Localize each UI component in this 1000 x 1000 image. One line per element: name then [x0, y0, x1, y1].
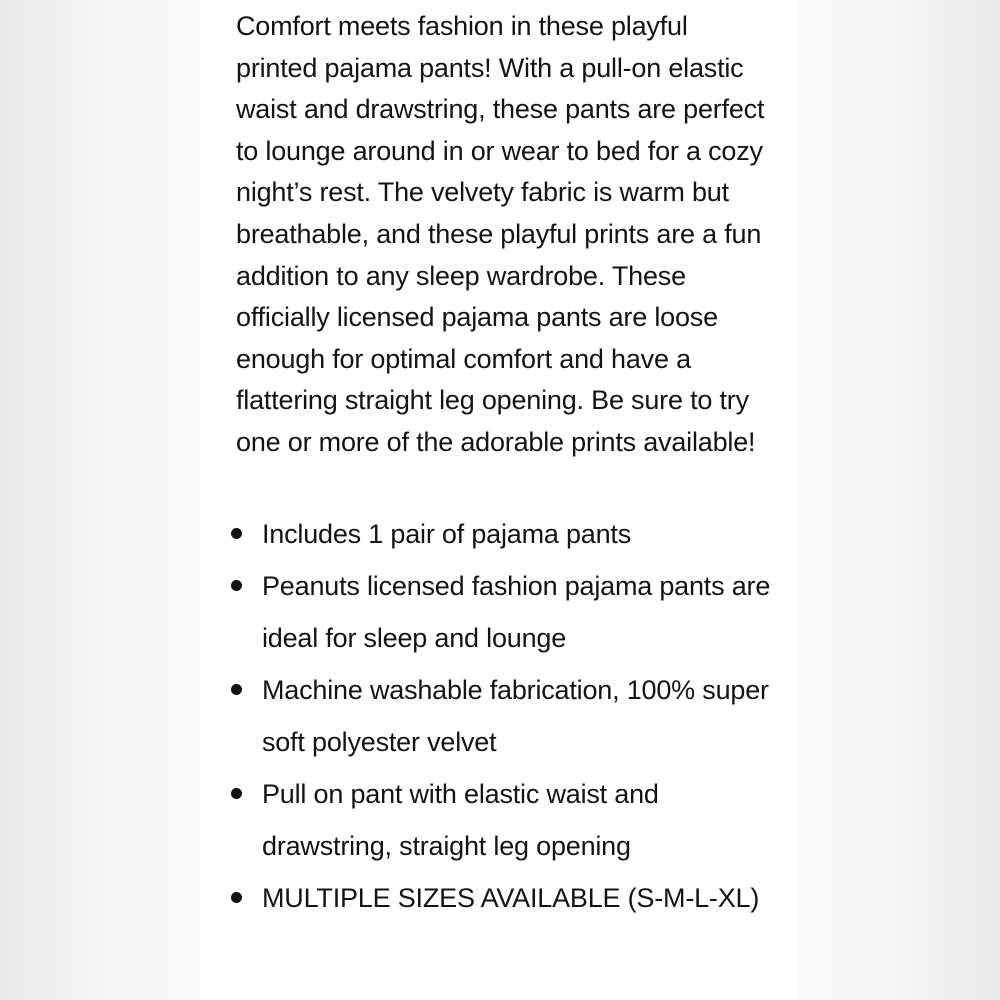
feature-item [200, 508, 782, 560]
bullet-icon [231, 892, 242, 903]
bullet-icon [231, 684, 242, 695]
product-description-panel [200, 0, 798, 1000]
bullet-icon [231, 580, 242, 591]
bullet-icon [231, 528, 242, 539]
feature-text: Includes 1 pair of pajama pants [262, 519, 632, 549]
feature-text: MULTIPLE SIZES AVAILABLE (S-M-L-XL) [262, 883, 760, 913]
feature-text: Machine washable fabrication, 100% super soft polyester velvet [262, 675, 769, 757]
bullet-icon [231, 788, 242, 799]
product-description-text: Comfort meets fashion in these playful printed pajama pants! With a pull-on elastic waist and drawstring, these pants are perfect to lounge around in or wear to bed for a cozy night’s rest. The velvety fabric is warm but breathable, and these playful prints are a fun addition to any sleep wardrobe. These officially licensed pajama pants are loose enough for optimal comfort and have a flattering straight leg opening. Be sure to try one or more of the adorable prints available! [236, 11, 765, 457]
feature-item [200, 872, 782, 924]
feature-item [200, 664, 782, 768]
feature-text: Pull on pant with elastic waist and drawstring, straight leg opening [262, 779, 659, 861]
feature-text: Peanuts licensed fashion pajama pants are ideal for sleep and lounge [262, 571, 771, 653]
feature-item [200, 768, 782, 872]
feature-item [200, 560, 782, 664]
feature-list [200, 508, 798, 924]
